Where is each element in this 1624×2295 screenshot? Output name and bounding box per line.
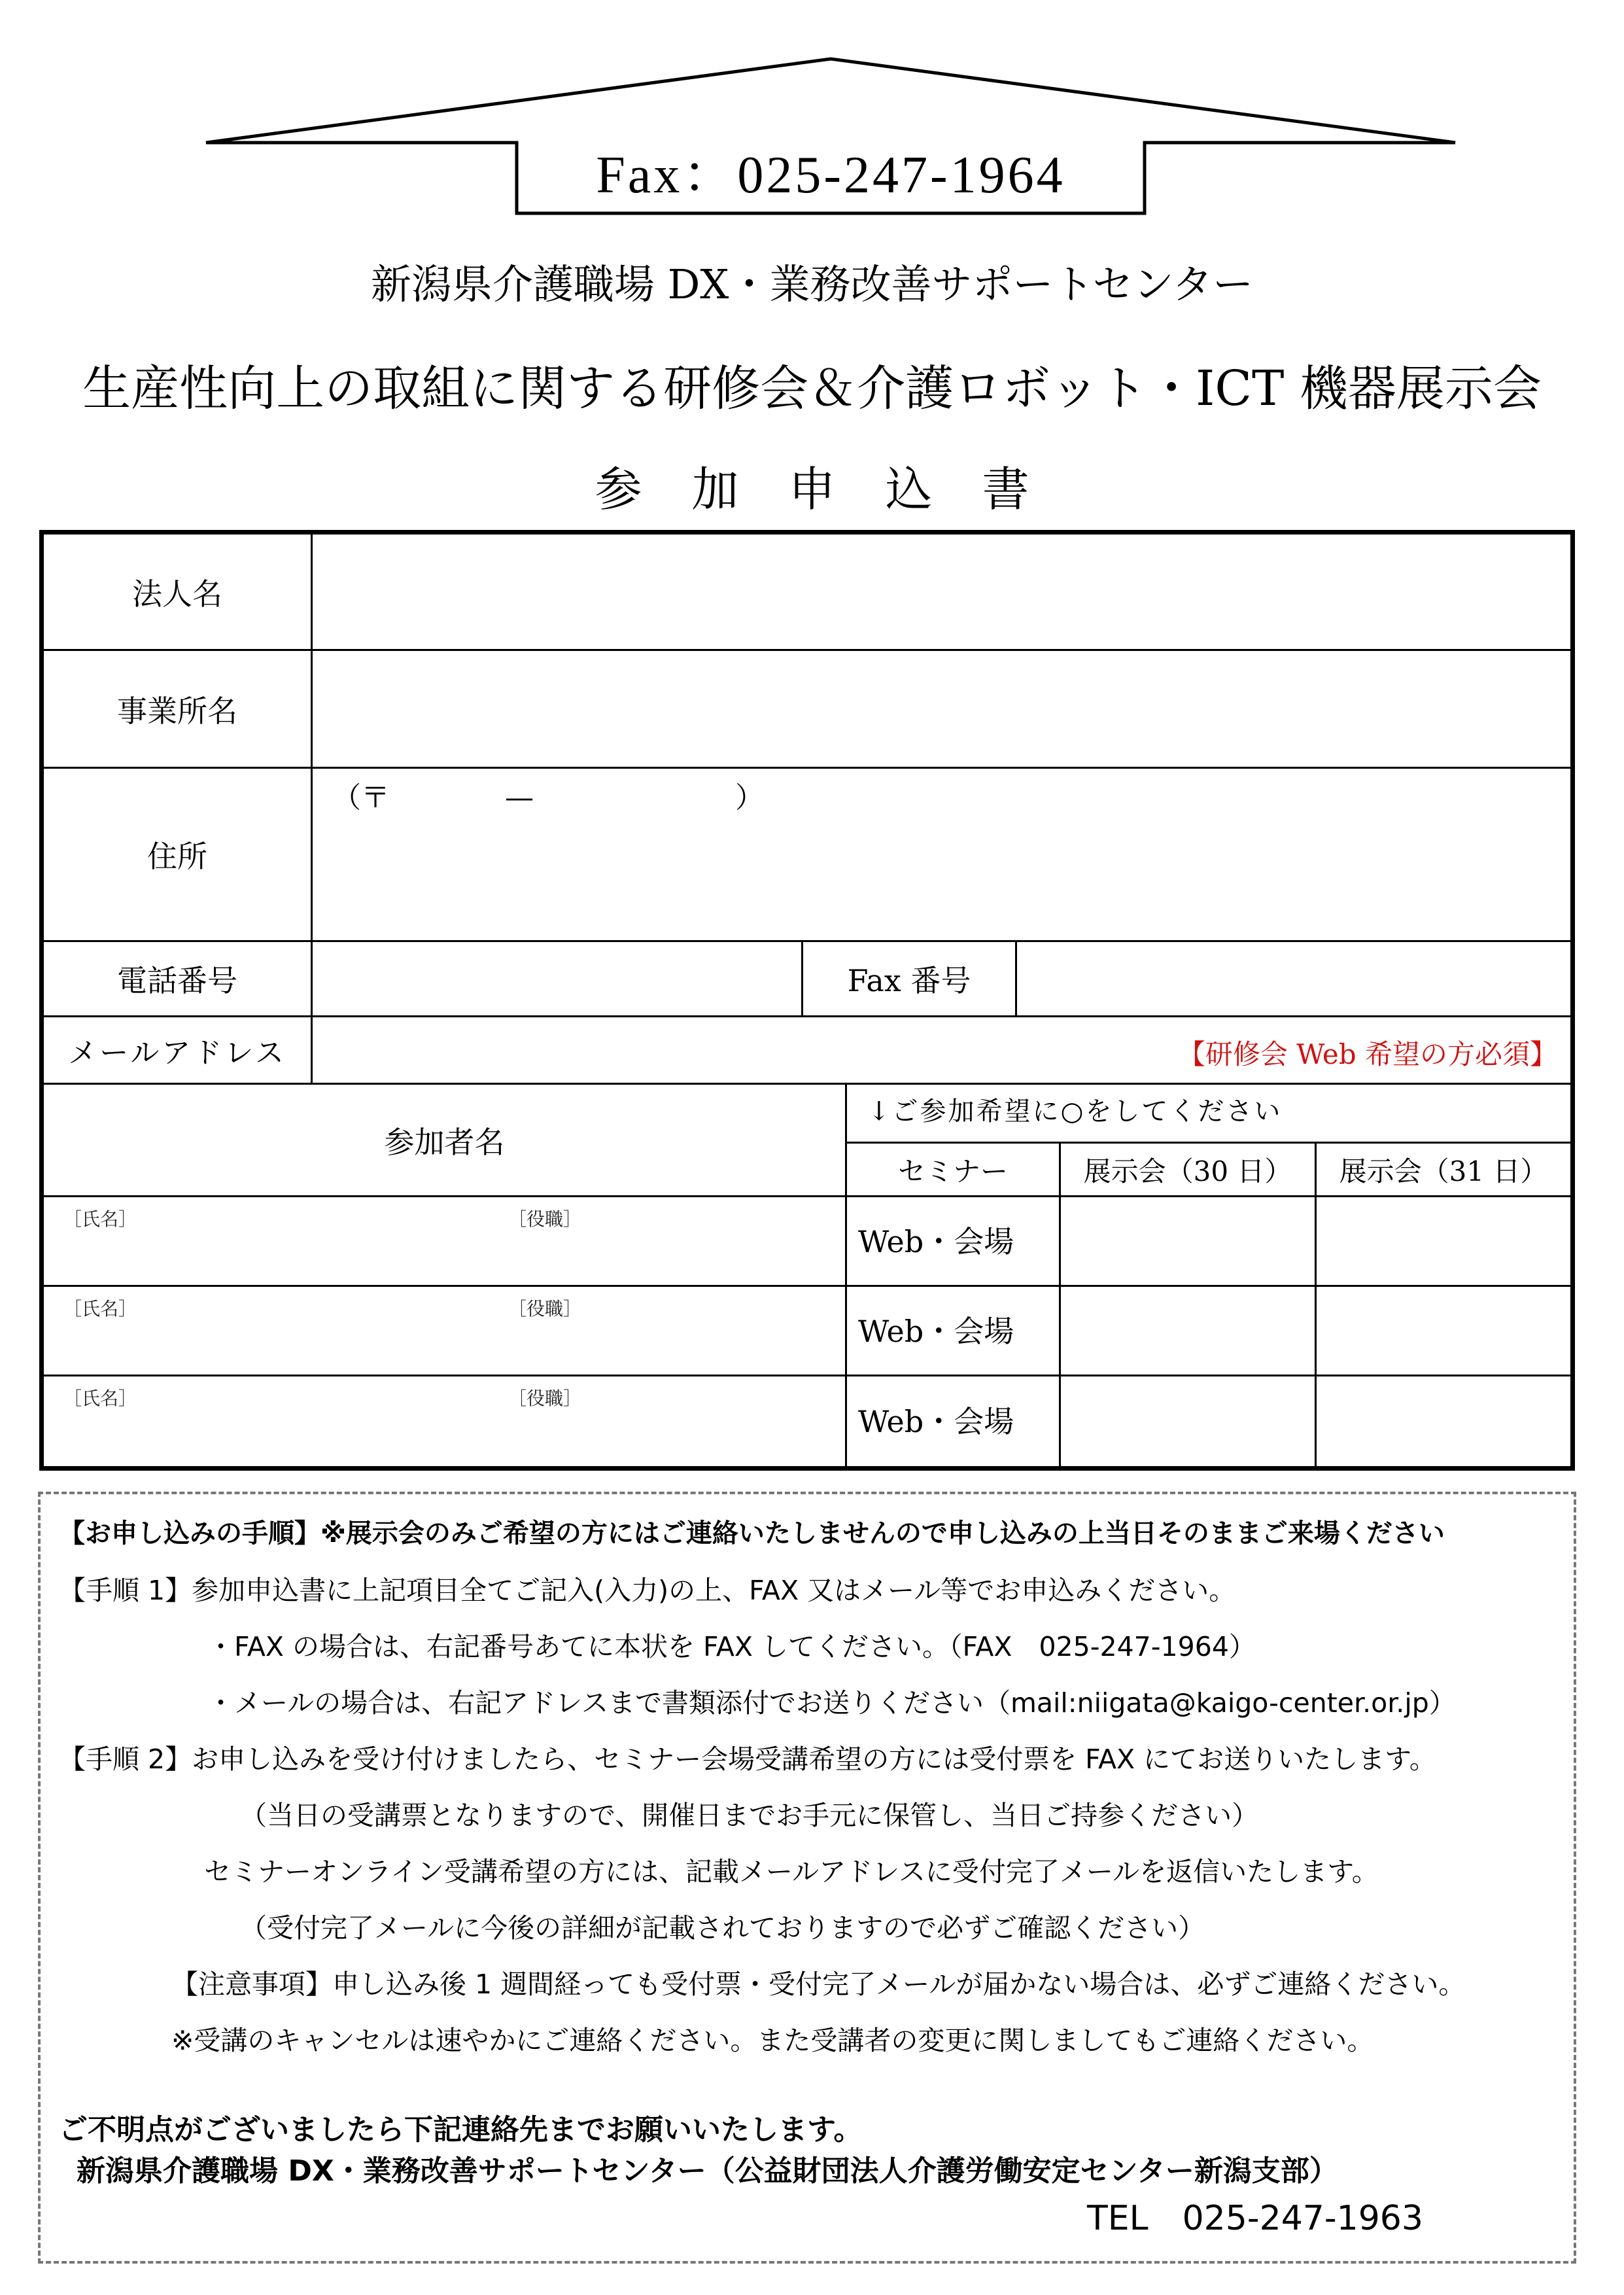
cancel-text: ※受講のキャンセルは速やかにご連絡ください。また受講者の変更に関しましてもご連絡ください。 bbox=[171, 2025, 1374, 2056]
expo-31-cell[interactable] bbox=[1317, 1287, 1570, 1375]
expo-31-cell[interactable] bbox=[1317, 1197, 1570, 1285]
contact-organization: 新潟県介護職場 DX・業務改善サポートセンター（公益財団法人介護労働安定センター新潟支部） bbox=[77, 2154, 1338, 2188]
corporation-label: 法人名 bbox=[132, 576, 222, 612]
role-tag: ［役職］ bbox=[508, 1298, 582, 1320]
contact-tel: TEL 025-247-1963 bbox=[1087, 2199, 1423, 2238]
phone-field[interactable] bbox=[313, 942, 801, 1015]
expo-31-cell[interactable] bbox=[1317, 1376, 1570, 1466]
participant-label: 参加者名 bbox=[384, 1124, 505, 1160]
fax-field[interactable] bbox=[1017, 942, 1570, 1015]
role-tag: ［役職］ bbox=[508, 1388, 582, 1409]
form-title: 参加申込書 bbox=[595, 462, 1079, 517]
column-divider bbox=[845, 1083, 847, 1466]
procedure-heading-note: ※展示会のみご希望の方にはご連絡いたしませんので申し込みの上当日そのままご来場ください bbox=[320, 1518, 1445, 1549]
email-required-note: 【研修会 Web 希望の方必須】 bbox=[1177, 1038, 1557, 1070]
fax-number-header: Fax：025-247-1964 bbox=[596, 147, 1065, 204]
postal-code-hint: （〒 — ） bbox=[332, 781, 764, 815]
name-tag: ［氏名］ bbox=[63, 1388, 137, 1409]
seminar-column-header: セミナー bbox=[897, 1155, 1008, 1187]
phone-label: 電話番号 bbox=[117, 963, 237, 998]
name-tag: ［氏名］ bbox=[63, 1208, 137, 1230]
office-field[interactable] bbox=[313, 651, 1570, 767]
expo-30-cell[interactable] bbox=[1061, 1287, 1315, 1375]
contact-lead: ご不明点がございましたら下記連絡先までお願いいたします。 bbox=[59, 2113, 863, 2146]
organization-name: 新潟県介護職場 DX・業務改善サポートセンター bbox=[370, 260, 1254, 308]
step2-note1-text: （当日の受講票となりますので、開催日までお手元に保管し、当日ご持参ください） bbox=[240, 1800, 1259, 1831]
expo-31-column-header: 展示会（31 日） bbox=[1339, 1155, 1548, 1187]
application-form-table bbox=[39, 530, 1575, 1471]
fax-label: Fax 番号 bbox=[847, 963, 971, 998]
office-label: 事業所名 bbox=[117, 693, 237, 729]
expo-30-column-header: 展示会（30 日） bbox=[1083, 1155, 1292, 1187]
procedure-box bbox=[38, 1492, 1576, 2264]
procedure-heading bbox=[59, 1513, 1445, 1550]
address-field[interactable] bbox=[313, 769, 1570, 940]
step2-text: 【手順 2】お申し込みを受け付けましたら、セミナー会場受講希望の方には受付票を FAX にてお送りいたします。 bbox=[59, 1743, 1436, 1775]
event-title: 生産性向上の取組に関する研修会＆介護ロボット・ICT 機器展示会 bbox=[82, 360, 1542, 417]
step1-mail-text: ・メールの場合は、右記アドレスまで書類添付でお送りください（mail:niigata@kaigo-center.or.jp） bbox=[207, 1687, 1456, 1719]
role-tag: ［役職］ bbox=[508, 1208, 582, 1230]
expo-30-cell[interactable] bbox=[1061, 1197, 1315, 1285]
participant-1-field[interactable] bbox=[44, 1197, 845, 1285]
expo-30-cell[interactable] bbox=[1061, 1376, 1315, 1466]
email-field[interactable] bbox=[313, 1017, 1570, 1083]
caution-text: 【注意事項】申し込み後 1 週間経っても受付票・受付完了メールが届かない場合は、必ずご連絡ください。 bbox=[171, 1969, 1466, 2000]
seminar-option[interactable]: Web・会場 bbox=[858, 1224, 1014, 1259]
step1-text: 【手順 1】参加申込書に上記項目全てご記入(入力)の上、FAX 又はメール等でお申込みください。 bbox=[59, 1575, 1236, 1606]
seminar-option[interactable]: Web・会場 bbox=[858, 1314, 1014, 1349]
email-label: メールアドレス bbox=[68, 1036, 286, 1070]
step1-fax-text: ・FAX の場合は、右記番号あてに本状を FAX してください。（FAX 025-247-1964） bbox=[207, 1631, 1256, 1662]
name-tag: ［氏名］ bbox=[63, 1298, 137, 1320]
participant-3-field[interactable] bbox=[44, 1376, 845, 1466]
corporation-field[interactable] bbox=[313, 534, 1570, 649]
procedure-heading-label: 【お申し込みの手順】 bbox=[59, 1518, 320, 1549]
step2-online-text: セミナーオンライン受講希望の方には、記載メールアドレスに受付完了メールを返信いたします。 bbox=[204, 1856, 1379, 1887]
address-label: 住所 bbox=[147, 839, 207, 874]
seminar-option[interactable]: Web・会場 bbox=[858, 1404, 1014, 1439]
step2-note2-text: （受付完了メールに今後の詳細が記載されておりますので必ずご確認ください） bbox=[240, 1912, 1205, 1944]
participant-2-field[interactable] bbox=[44, 1287, 845, 1375]
wish-hint: ↓ご参加希望に○をしてください bbox=[868, 1096, 1283, 1127]
